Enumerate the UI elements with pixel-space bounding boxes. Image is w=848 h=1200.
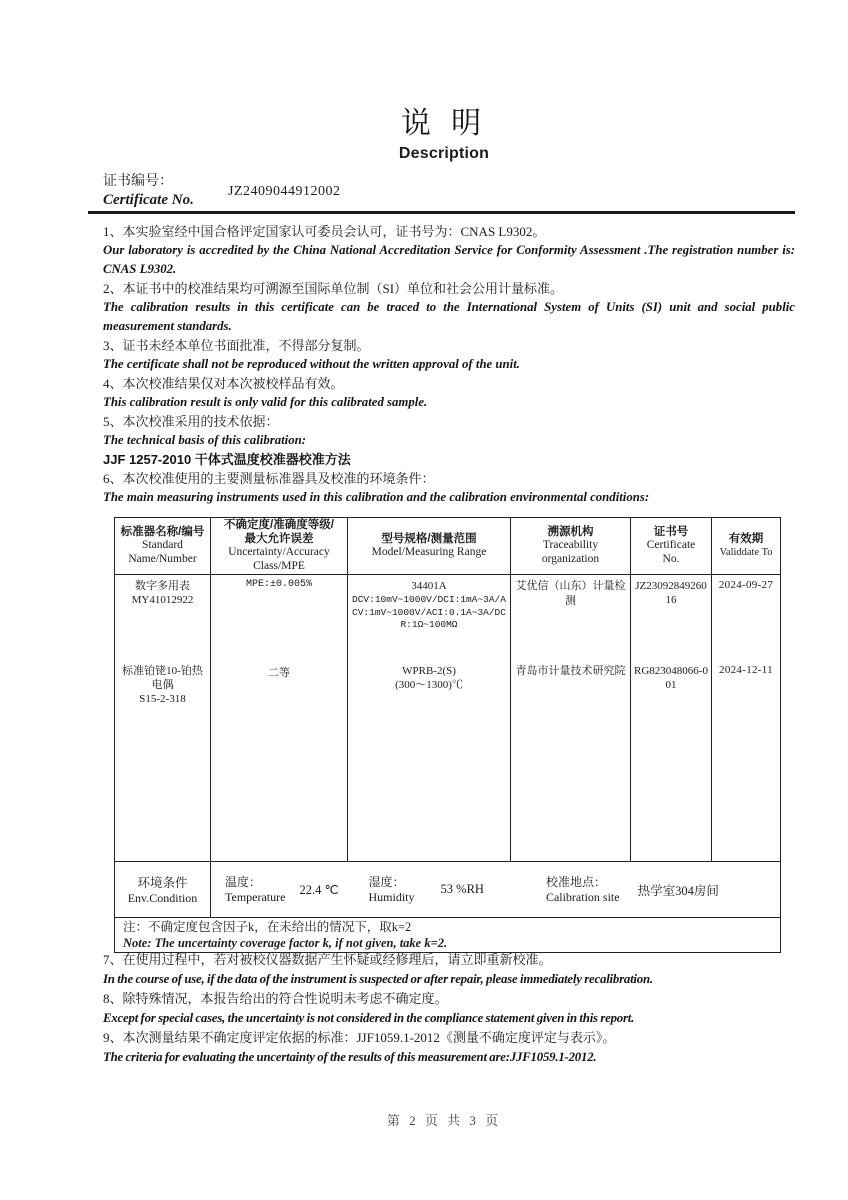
- note-2-cn: 2、本证书中的校准结果均可溯源至国际单位制（SI）单位和社会公用计量标准。: [103, 281, 564, 296]
- instrument-2-accuracy: 二等: [211, 656, 348, 862]
- title-block: [40, 98, 848, 163]
- list-item: [103, 950, 797, 989]
- list-item: [103, 374, 795, 412]
- note-8-cn: 8、除特殊情况，本报告给出的符合性说明未考虑不确定度。: [103, 991, 448, 1006]
- header-valid-date: 有效期 Validdate To: [712, 518, 781, 575]
- instrument-1-valid: 2024-09-27: [712, 575, 781, 657]
- note-4-en: This calibration result is only valid for this calibrated sample.: [103, 395, 428, 409]
- note-6-en: The main measuring instruments used in this calibration and the calibration environmental conditions:: [103, 490, 650, 504]
- env-condition-values: [211, 862, 781, 918]
- header-model-range: 型号规格/测量范围 Model/Measuring Range: [348, 518, 511, 575]
- list-item: [103, 336, 795, 374]
- calibration-site-value: 热学室304房间: [637, 883, 719, 898]
- note-7-en: In the course of use, if the data of the instrument is suspected or after repair, please immediately recalibration.: [103, 971, 653, 986]
- list-item: [103, 1028, 797, 1067]
- instrument-2-model: WPRB-2(S) (300～1300)℃: [348, 656, 511, 862]
- uncertainty-note: 注：不确定度包含因子k，在未给出的情况下，取k=2 Note: The uncertainty coverage factor k, if not given, take k=2.: [115, 918, 781, 953]
- note-2-en: The calibration results in this certificate can be traced to the International System of Units (SI) unit and social public measurement standards.: [103, 300, 795, 333]
- instrument-2-name: 标准铂铑10-铂热电偶 S15-2-318: [115, 656, 211, 862]
- list-item: [103, 989, 797, 1028]
- table-row: [115, 575, 781, 657]
- page-number: 第 2 页 共 3 页: [386, 1113, 502, 1128]
- list-item: [103, 469, 795, 507]
- list-item: [103, 412, 795, 469]
- instrument-1-org: 艾优信（山东）计量检测: [511, 575, 631, 657]
- certificate-no-label-cn: 证书编号：: [103, 174, 173, 189]
- note-1-en: Our laboratory is accredited by the China National Accreditation Service for Conformity Assessment .The registration number is: CNAS L9302.: [103, 243, 795, 276]
- header-standard-name: 标准器名称/编号 Standard Name/Number: [115, 518, 211, 575]
- table-row: [115, 656, 781, 862]
- note-4-cn: 4、本次校准结果仅对本次被校样品有效。: [103, 376, 344, 391]
- header-divider: [88, 211, 795, 214]
- list-item: [103, 279, 795, 336]
- notes-list-bottom: [103, 950, 797, 1067]
- notes-list-top: [103, 222, 795, 507]
- note-3-cn: 3、证书未经本单位书面批准，不得部分复制。: [103, 338, 370, 353]
- instrument-1-cert: JZ2309284926016: [631, 575, 712, 657]
- certificate-number: JZ2409044912002: [228, 184, 341, 199]
- env-condition-label: 环境条件 Env.Condition: [115, 862, 211, 918]
- list-item: [103, 222, 795, 279]
- instrument-1-name: 数字多用表 MY41012922: [115, 575, 211, 657]
- page-title: 说 明: [400, 107, 488, 140]
- note-7-cn: 7、在使用过程中，若对被校仪器数据产生怀疑或经修理后，请立即重新校准。: [103, 952, 552, 967]
- calibration-site-label: 校准地点： Calibration site: [545, 874, 620, 904]
- note-6-cn: 6、本次校准使用的主要测量标准器具及校准的环境条件：: [103, 471, 435, 486]
- header-certificate-no: 证书号 Certificate No.: [631, 518, 712, 575]
- temperature-value: 22.4 ℃: [299, 882, 339, 897]
- certificate-no-label-en: Certificate No.: [103, 192, 194, 208]
- note-5-en: The technical basis of this calibration:: [103, 433, 306, 447]
- table-header-row: [115, 518, 781, 575]
- note-9-en: The criteria for evaluating the uncertainty of the results of this measurement are:JJF1059.1-2012.: [103, 1049, 597, 1064]
- uncertainty-note-row: [115, 918, 781, 953]
- header-traceability: 溯源机构 Traceability organization: [511, 518, 631, 575]
- note-1-cn: 1、本实验室经中国合格评定国家认可委员会认可，证书号为：CNAS L9302。: [103, 224, 546, 239]
- instrument-1-accuracy: MPE:±0.005%: [211, 575, 348, 657]
- instruments-table: [114, 517, 781, 953]
- page-subtitle: Description: [398, 145, 490, 162]
- humidity-value: 53 %RH: [440, 882, 484, 896]
- note-3-en: The certificate shall not be reproduced without the written approval of the unit.: [103, 357, 520, 371]
- environment-row: [115, 862, 781, 918]
- note-5-cn: 5、本次校准采用的技术依据：: [103, 414, 279, 429]
- note-8-en: Except for special cases, the uncertainty is not considered in the compliance statement given in this report.: [103, 1010, 635, 1025]
- instrument-1-model: 34401A DCV:10mV~1000V/DCI:1mA~3A/ACV:1mV~1000V/ACI:0.1A~3A/DCR:1Ω~100MΩ: [348, 575, 511, 657]
- technical-basis: JJF 1257-2010 干体式温度校准器校准方法: [103, 452, 351, 467]
- humidity-label: 湿度： Humidity: [368, 874, 415, 904]
- temperature-label: 温度： Temperature: [225, 874, 286, 904]
- instrument-2-valid: 2024-12-11: [712, 656, 781, 862]
- note-9-cn: 9、本次测量结果不确定度评定依据的标准：JJF1059.1-2012《测量不确定度评定与表示》。: [103, 1030, 616, 1045]
- header-uncertainty: 不确定度/准确度等级/ 最大允许误差 Uncertainty/Accuracy Class/MPE: [211, 518, 348, 575]
- instrument-2-cert: RG823048066-001: [631, 656, 712, 862]
- instrument-2-org: 青岛市计量技术研究院: [511, 656, 631, 862]
